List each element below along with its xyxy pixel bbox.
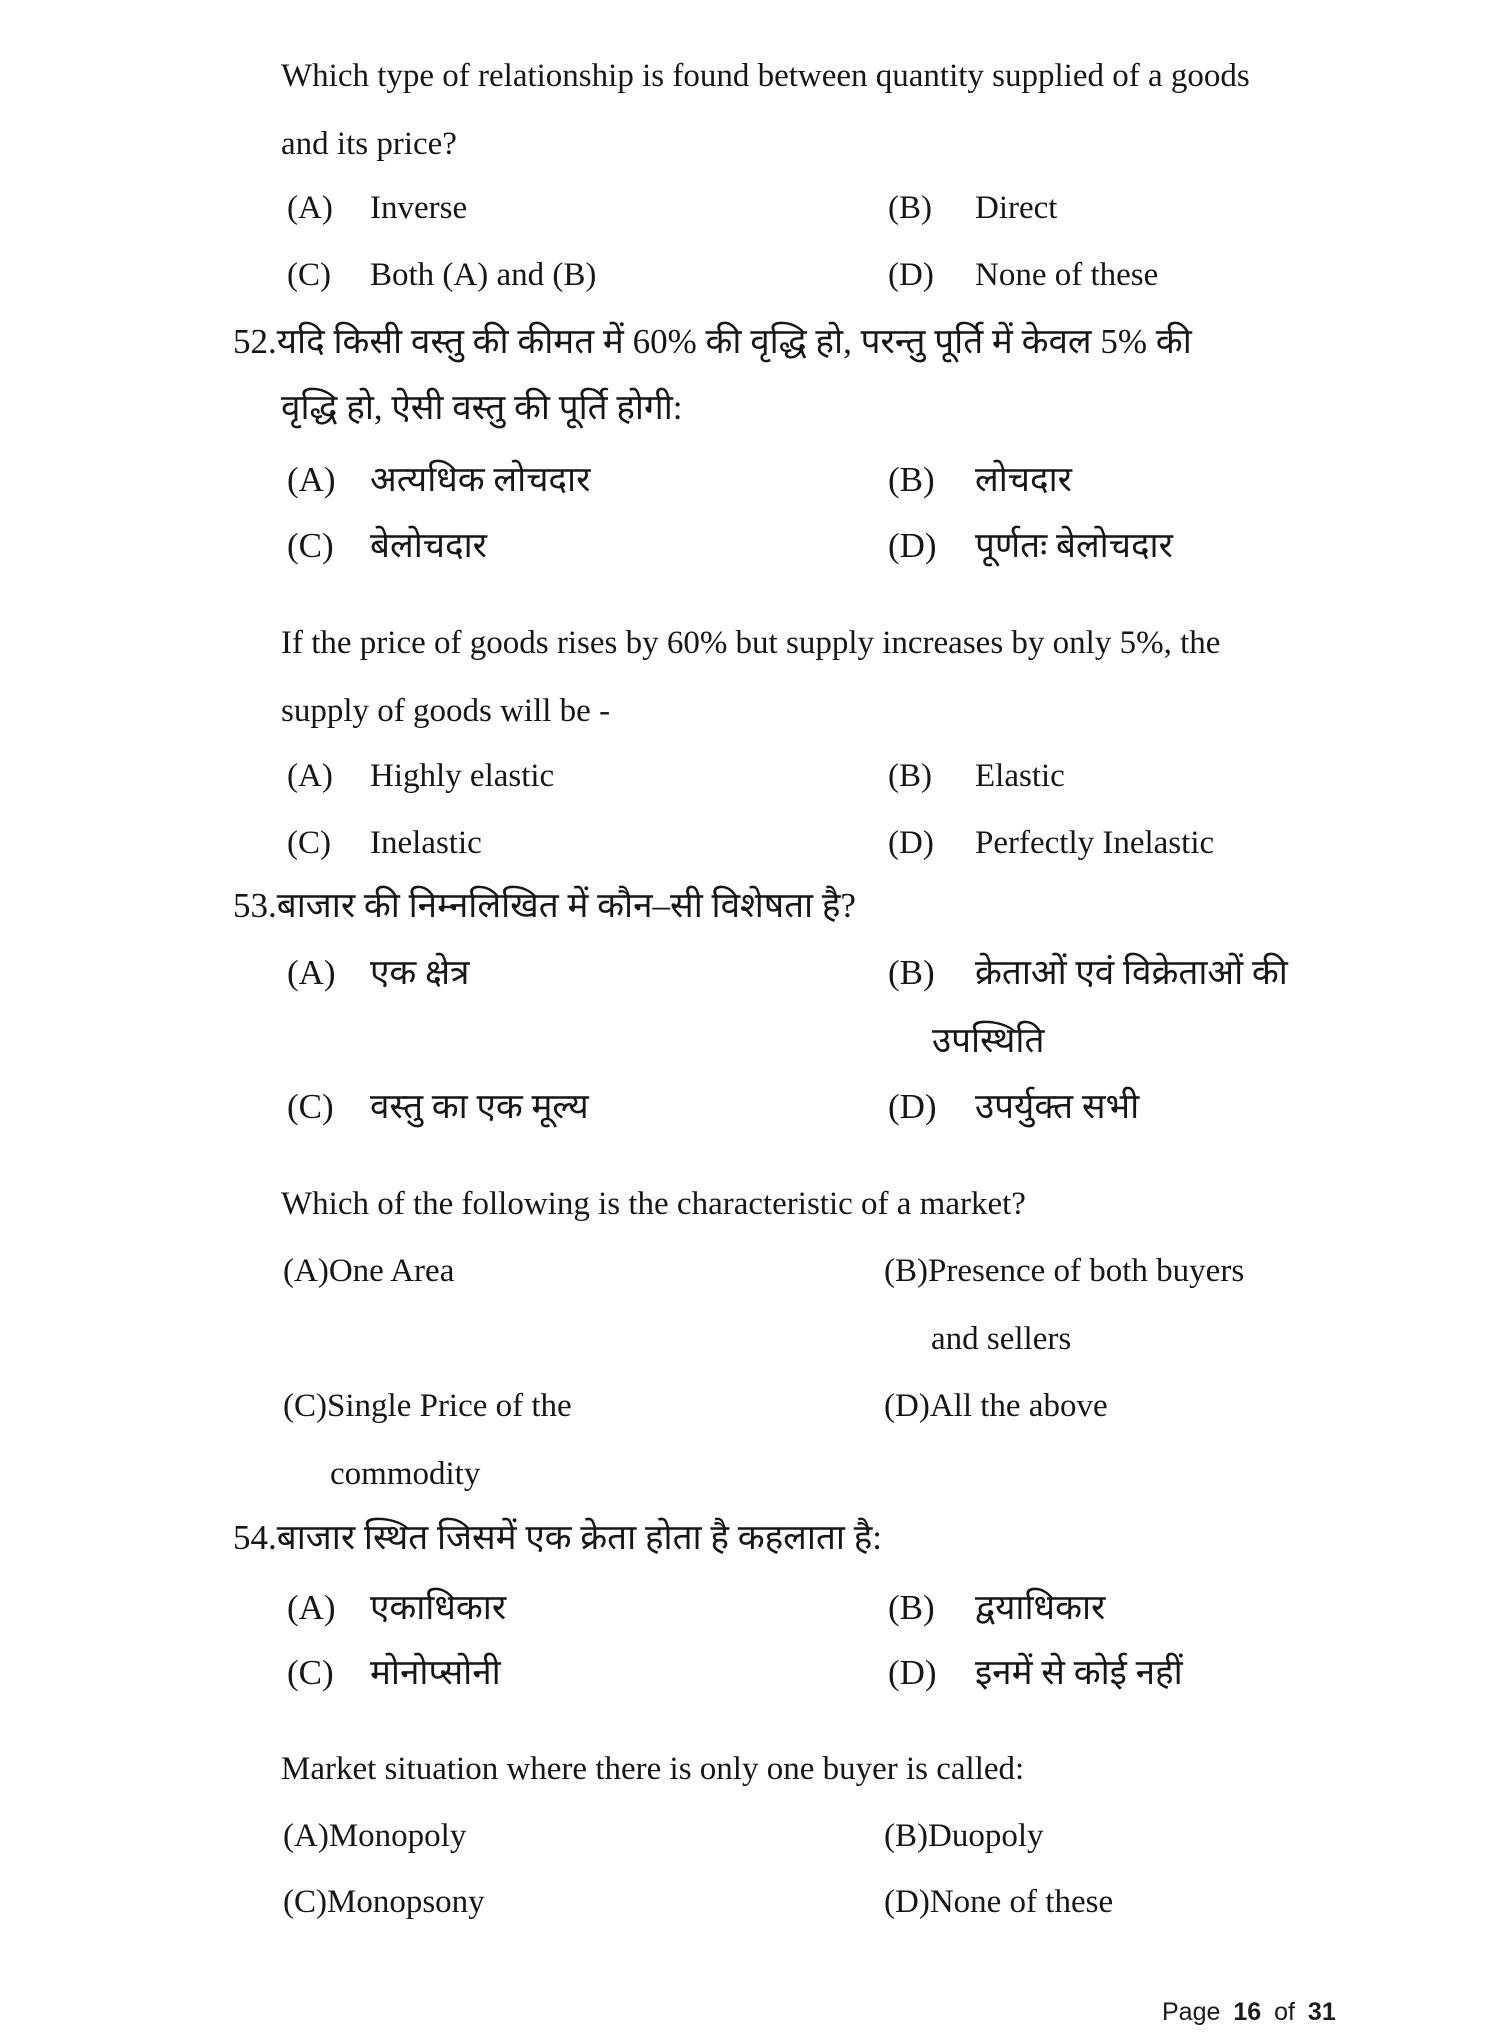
option-d-text: None of these [975,257,1159,293]
option-a-label: (A) [283,1253,329,1289]
question-text: supply of goods will be - [281,693,611,729]
option-b-label: (B) [888,190,932,226]
option-a-label: (A) [287,190,333,226]
option-b-text-line-2: and sellers [931,1321,1072,1357]
option-d-label: (D) [888,1087,937,1126]
option-c-label: (C) [287,526,334,565]
question-54-en-options-row-1 [0,1818,1505,1874]
question-52-en-line-2 [0,693,1505,749]
question-52-en-options-row-2 [0,825,1505,881]
question-52-en-line-1 [0,625,1505,681]
option-a-label: (A) [287,460,336,499]
question-53-en-line-1 [0,1186,1505,1242]
footer-of-word: of [1274,1998,1295,2026]
option-b-label: (B) [888,953,935,992]
option-b-text: Elastic [975,758,1065,794]
page-number-footer [1162,1998,1336,2027]
question-text: Which type of relationship is found between quantity supplied of a goods [281,58,1250,94]
option-d-label: (D) [884,1388,930,1424]
question-text: and its price? [281,126,457,162]
question-51-en-options-row-1 [0,190,1505,246]
question-number: 54. [233,1518,277,1557]
option-a-text: एक क्षेत्र [370,953,470,992]
option-c-text-line-2: commodity [330,1456,481,1492]
question-52-hi-options-row-1 [0,460,1505,516]
option-b-text: लोचदार [975,460,1072,499]
option-a-text: Monopoly [328,1818,467,1854]
question-54-en-line-1 [0,1751,1505,1807]
option-d-label: (D) [888,257,934,293]
question-54-hi-options-row-2 [0,1653,1505,1709]
option-b-text: Duopoly [928,1818,1044,1854]
option-d-label: (D) [884,1884,930,1920]
option-b-text-line-1: क्रेताओं एवं विक्रेताओं की [975,953,1288,992]
option-d-text: इनमें से कोई नहीं [975,1653,1183,1692]
question-52-en-options-row-1 [0,758,1505,814]
question-text: Which of the following is the characteristic of a market? [281,1186,1026,1222]
question-52-hi-line-2 [0,388,1505,444]
option-c-label: (C) [287,257,331,293]
option-c-text: बेलोचदार [370,526,487,565]
option-a-label: (A) [287,758,333,794]
question-54-en-options-row-2 [0,1884,1505,1940]
option-b-text-line-1: Presence of both buyers [928,1253,1245,1289]
option-d-text: All the above [929,1388,1108,1424]
question-51-en-line-1 [0,58,1505,114]
option-a-text: Inverse [370,190,468,226]
option-a-text: अत्यधिक लोचदार [370,460,591,499]
option-b-text: द्वयाधिकार [975,1588,1106,1627]
question-52-hi-line-1 [0,322,1505,378]
question-53-hi-line-1 [0,886,1505,942]
question-53-hi-options-row-1 [0,953,1505,1009]
option-b-label: (B) [884,1253,928,1289]
footer-page-word: Page [1162,1998,1221,2026]
option-c-text: Monopsony [327,1884,485,1920]
footer-page-number: 16 [1233,1998,1262,2026]
question-text: If the price of goods rises by 60% but supply increases by only 5%, the [281,625,1221,661]
option-a-label: (A) [287,953,336,992]
question-text: बाजार की निम्नलिखित में कौन–सी विशेषता है? [276,886,856,925]
question-51-en-line-2 [0,126,1505,182]
question-53-en-options-row-2 [0,1388,1505,1444]
option-b-label: (B) [888,460,935,499]
option-a-label: (A) [283,1818,329,1854]
question-52-hi-options-row-2 [0,526,1505,582]
option-c-text-line-1: Single Price of the [327,1388,572,1424]
option-b-label: (B) [884,1818,928,1854]
question-text: बाजार स्थित जिसमें एक क्रेता होता है कहलाता है: [276,1518,883,1557]
option-b-label: (B) [888,758,932,794]
option-c-label: (C) [287,825,331,861]
option-c-label: (C) [287,1653,334,1692]
option-d-text: None of these [929,1884,1114,1920]
option-a-text: Highly elastic [370,758,555,794]
option-b-text: Direct [975,190,1058,226]
question-53-en-options-row-1 [0,1253,1505,1309]
question-53-en-option-b-line-2 [0,1321,1505,1377]
question-54-hi-line-1 [0,1518,1505,1574]
option-c-label: (C) [283,1388,327,1424]
option-d-label: (D) [888,1653,937,1692]
question-text: Market situation where there is only one buyer is called: [281,1751,1025,1787]
option-d-label: (D) [888,526,937,565]
question-text: वृद्धि हो, ऐसी वस्तु की पूर्ति होगी: [281,388,683,427]
option-d-label: (D) [888,825,934,861]
option-c-text: Both (A) and (B) [370,257,597,293]
question-54-hi-options-row-1 [0,1588,1505,1644]
option-c-label: (C) [287,1087,334,1126]
option-c-label: (C) [283,1884,327,1920]
option-c-text: Inelastic [370,825,482,861]
question-53-hi-options-row-2 [0,1087,1505,1143]
question-text: यदि किसी वस्तु की कीमत में 60% की वृद्धि हो, परन्तु पूर्ति में केवल 5% की [276,322,1192,361]
option-c-text: वस्तु का एक मूल्य [370,1087,589,1126]
option-d-text: पूर्णतः बेलोचदार [975,526,1173,565]
option-a-text: One Area [328,1253,455,1289]
footer-total-pages: 31 [1307,1998,1336,2026]
question-number: 52. [233,322,277,361]
option-b-label: (B) [888,1588,935,1627]
option-a-text: एकाधिकार [370,1588,507,1627]
option-a-label: (A) [287,1588,336,1627]
option-c-text: मोनोप्सोनी [370,1653,501,1692]
option-d-text: उपर्युक्त सभी [975,1087,1140,1126]
question-53-en-option-c-line-2 [0,1456,1505,1512]
option-d-text: Perfectly Inelastic [975,825,1215,861]
question-51-en-options-row-2 [0,257,1505,313]
question-number: 53. [233,886,277,925]
option-b-text-line-2: उपस्थिति [932,1021,1045,1060]
question-53-hi-option-b-line-2 [0,1021,1505,1077]
